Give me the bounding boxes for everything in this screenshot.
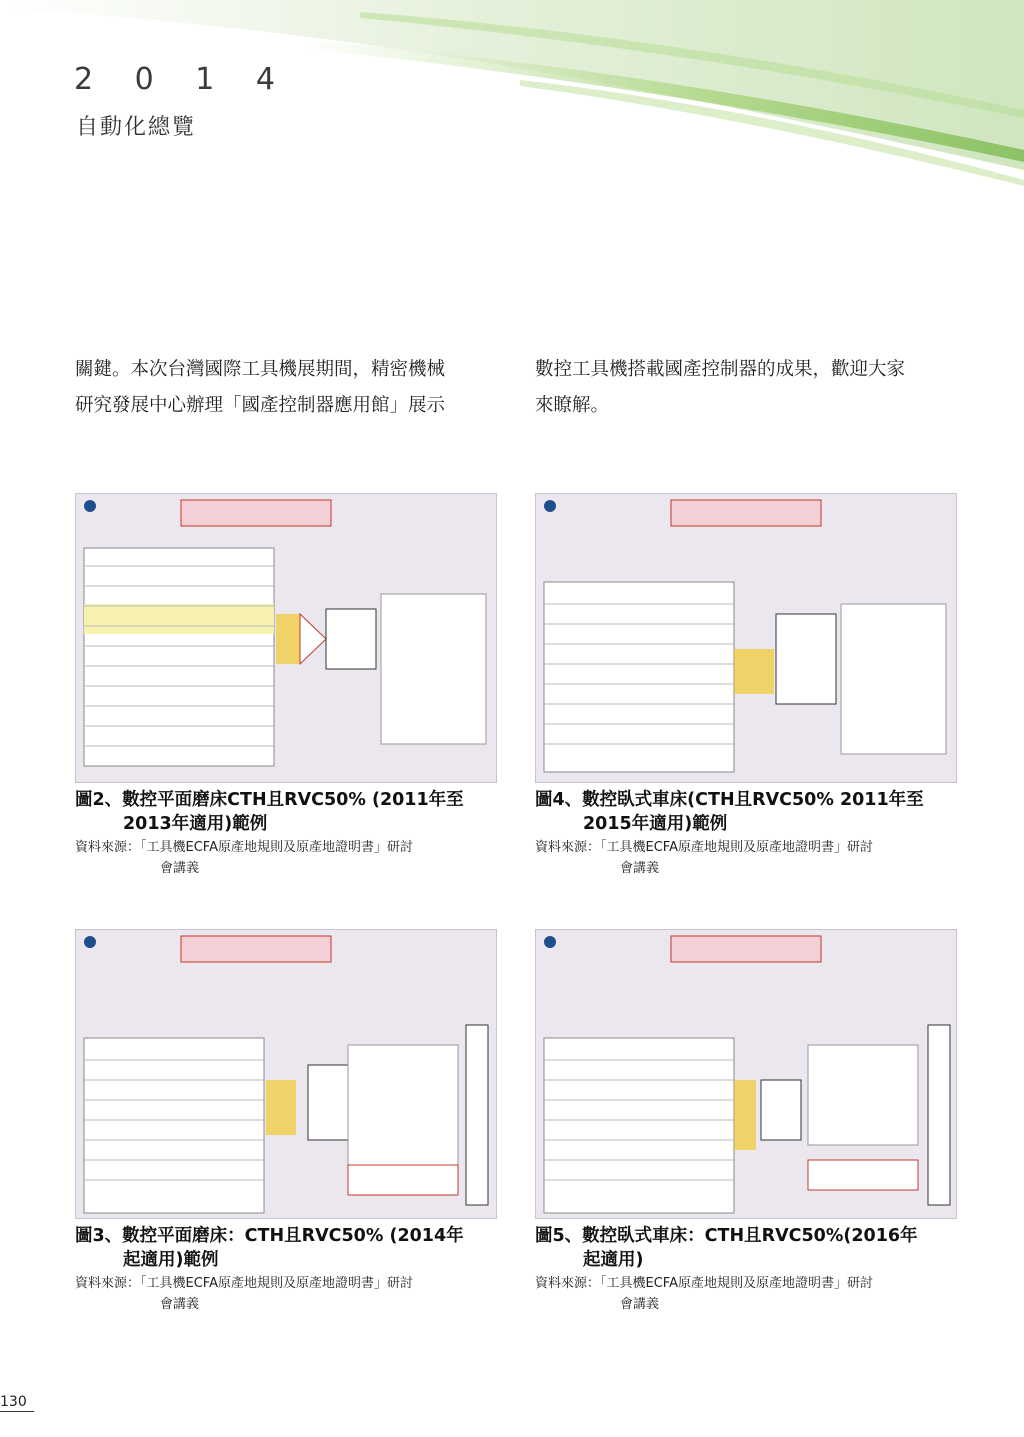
page-number: 130 <box>0 1394 27 1410</box>
figure-caption <box>535 788 965 878</box>
caption-title-line: 圖3、數控平面磨床：CTH且RVC50% (2014年 <box>75 1226 464 1246</box>
body-left-column <box>75 352 495 424</box>
slide-graphic <box>76 930 496 1218</box>
header-year: 2 0 1 4 <box>74 62 291 97</box>
caption-title-line: 圖2、數控平面磨床CTH且RVC50% (2011年至 <box>75 790 464 810</box>
caption-source-line: 會講義 <box>620 861 660 876</box>
caption-source-line: 會講義 <box>160 861 200 876</box>
caption-source-line: 會講義 <box>620 1297 660 1312</box>
body-line: 研究發展中心辦理「國產控制器應用館」展示 <box>75 395 446 416</box>
figure-caption <box>535 1224 965 1314</box>
slide-graphic <box>536 930 956 1218</box>
body-line: 數控工具機搭載國產控制器的成果，歡迎大家 <box>535 359 906 380</box>
caption-source-line: 資料來源：「工具機ECFA原產地規則及原產地證明書」研討 <box>75 1276 413 1291</box>
figure-caption <box>75 788 505 878</box>
figure-slide-image <box>535 493 957 783</box>
page-number-rule <box>0 1411 34 1412</box>
caption-title-line: 圖4、數控臥式車床(CTH且RVC50% 2011年至 <box>535 790 924 810</box>
body-line: 來瞭解。 <box>535 395 610 416</box>
body-right-column <box>535 352 955 424</box>
caption-source-line: 資料來源：「工具機ECFA原產地規則及原產地證明書」研討 <box>75 840 413 855</box>
caption-title-line: 圖5、數控臥式車床：CTH且RVC50%(2016年 <box>535 1226 918 1246</box>
caption-source-line: 會講義 <box>160 1297 200 1312</box>
caption-title-line: 起適用) <box>583 1250 644 1270</box>
figure-caption <box>75 1224 505 1314</box>
figure-slide-image <box>535 929 957 1219</box>
caption-title-line: 2013年適用)範例 <box>123 814 268 834</box>
header-subtitle: 自動化總覽 <box>76 115 197 140</box>
caption-source-line: 資料來源：「工具機ECFA原產地規則及原產地證明書」研討 <box>535 1276 873 1291</box>
caption-title-line: 起適用)範例 <box>123 1250 219 1270</box>
slide-graphic <box>536 494 956 782</box>
slide-graphic <box>76 494 496 782</box>
figure-slide-image <box>75 929 497 1219</box>
caption-title-line: 2015年適用)範例 <box>583 814 728 834</box>
caption-source-line: 資料來源：「工具機ECFA原產地規則及原產地證明書」研討 <box>535 840 873 855</box>
body-line: 關鍵。本次台灣國際工具機展期間，精密機械 <box>75 359 446 380</box>
figure-slide-image <box>75 493 497 783</box>
